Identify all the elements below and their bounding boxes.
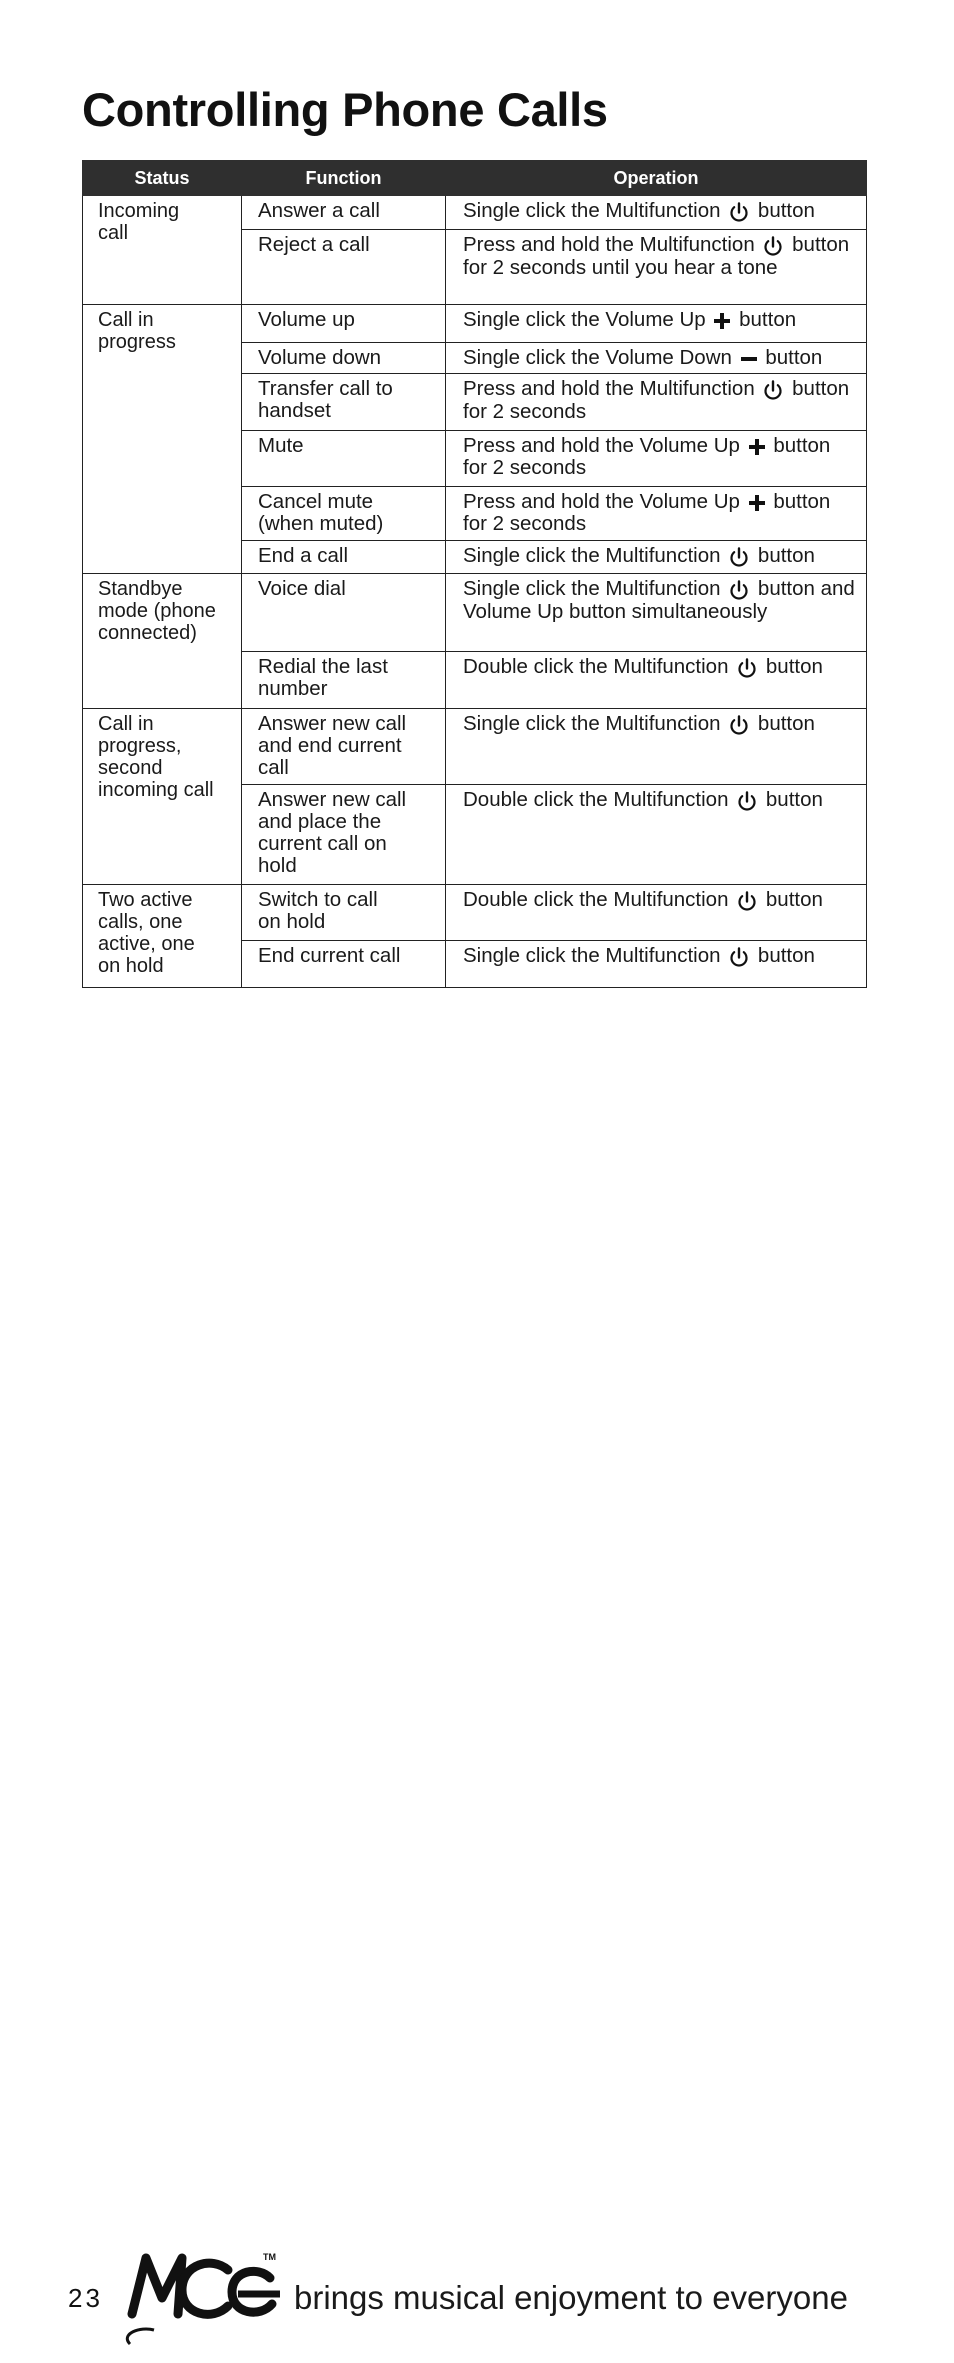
status-cell: Incoming call <box>83 196 242 305</box>
function-cell: Answer a call <box>242 196 446 230</box>
plus-icon <box>748 494 766 512</box>
operation-text: button <box>765 788 823 811</box>
operation-text: Single click the Multifunction <box>463 199 721 222</box>
table-header-row <box>83 161 867 196</box>
table-row <box>83 574 867 652</box>
operation-cell <box>446 709 867 785</box>
table-row <box>83 885 867 941</box>
function-cell: Switch to call on hold <box>242 885 446 941</box>
operation-text: button <box>757 544 815 567</box>
table-row <box>83 196 867 230</box>
status-cell: Standbye mode (phone connected) <box>83 574 242 709</box>
power-icon <box>762 379 784 401</box>
header-status: Status <box>83 161 242 196</box>
power-icon <box>762 235 784 257</box>
operation-text: button for 2 seconds <box>463 377 850 423</box>
operation-cell <box>446 196 867 230</box>
call-controls-table <box>82 160 867 988</box>
operation-text: button for 2 seconds <box>463 434 831 479</box>
operation-cell <box>446 305 867 343</box>
power-icon <box>728 714 750 736</box>
header-operation: Operation <box>446 161 867 196</box>
function-cell: Voice dial <box>242 574 446 652</box>
operation-text: Press and hold the Multifunction <box>463 377 755 400</box>
table-row <box>83 305 867 343</box>
operation-text: Double click the Multifunction <box>463 655 729 678</box>
function-cell: Answer new call and place the current call on hold <box>242 785 446 885</box>
page-title: Controlling Phone Calls <box>82 83 608 136</box>
operation-text: button <box>757 712 815 735</box>
function-cell: Reject a call <box>242 230 446 305</box>
table-row <box>83 709 867 785</box>
operation-text: Single click the Multifunction <box>463 944 721 967</box>
operation-text: Single click the Multifunction <box>463 544 721 567</box>
power-icon <box>728 579 750 601</box>
mge-logo <box>120 2248 290 2363</box>
operation-cell <box>446 652 867 709</box>
function-cell: End current call <box>242 941 446 988</box>
operation-text: Double click the Multifunction <box>463 788 729 811</box>
header-function: Function <box>242 161 446 196</box>
operation-cell <box>446 574 867 652</box>
operation-text: Press and hold the Multifunction <box>463 233 755 256</box>
function-cell: Transfer call to handset <box>242 374 446 431</box>
operation-text: button <box>757 199 815 222</box>
operation-text: button <box>757 944 815 967</box>
operation-text: Press and hold the Volume Up <box>463 490 740 513</box>
status-cell: Two active calls, one active, one on hold <box>83 885 242 988</box>
tagline: brings musical enjoyment to everyone <box>294 2279 848 2316</box>
function-cell: Volume down <box>242 343 446 374</box>
plus-icon <box>748 438 766 456</box>
operation-cell <box>446 941 867 988</box>
function-cell: Redial the last number <box>242 652 446 709</box>
operation-text: Single click the Multifunction <box>463 577 721 600</box>
operation-text: button <box>765 655 823 678</box>
operation-text: button and Volume Up button simultaneously <box>463 577 855 623</box>
page-number: 23 <box>68 2283 103 2313</box>
operation-cell <box>446 230 867 305</box>
power-icon <box>736 890 758 912</box>
function-cell: Answer new call and end current call <box>242 709 446 785</box>
power-icon <box>736 790 758 812</box>
operation-cell <box>446 885 867 941</box>
operation-text: Single click the Volume Down <box>463 346 732 369</box>
operation-text: Single click the Volume Up <box>463 308 706 331</box>
function-cell: Mute <box>242 431 446 487</box>
power-icon <box>728 201 750 223</box>
function-cell: Volume up <box>242 305 446 343</box>
operation-text: Press and hold the Volume Up <box>463 434 740 457</box>
operation-text: button for 2 seconds <box>463 490 831 535</box>
operation-cell <box>446 343 867 374</box>
svg-text:TM: TM <box>263 2252 276 2262</box>
function-cell: Cancel mute (when muted) <box>242 487 446 541</box>
operation-cell <box>446 431 867 487</box>
operation-cell <box>446 374 867 431</box>
operation-text: Single click the Multifunction <box>463 712 721 735</box>
operation-text: button <box>739 308 797 331</box>
power-icon <box>728 946 750 968</box>
footer <box>0 1120 954 2316</box>
operation-text: button <box>765 888 823 911</box>
plus-icon <box>713 312 731 330</box>
status-cell: Call in progress, second incoming call <box>83 709 242 885</box>
operation-text: button <box>765 346 823 369</box>
function-cell: End a call <box>242 541 446 574</box>
status-cell: Call in progress <box>83 305 242 574</box>
operation-text: button for 2 seconds until you hear a tone <box>463 233 850 279</box>
operation-cell <box>446 487 867 541</box>
minus-icon <box>740 350 758 368</box>
operation-text: Double click the Multifunction <box>463 888 729 911</box>
operation-cell <box>446 785 867 885</box>
power-icon <box>728 546 750 568</box>
operation-cell <box>446 541 867 574</box>
power-icon <box>736 657 758 679</box>
